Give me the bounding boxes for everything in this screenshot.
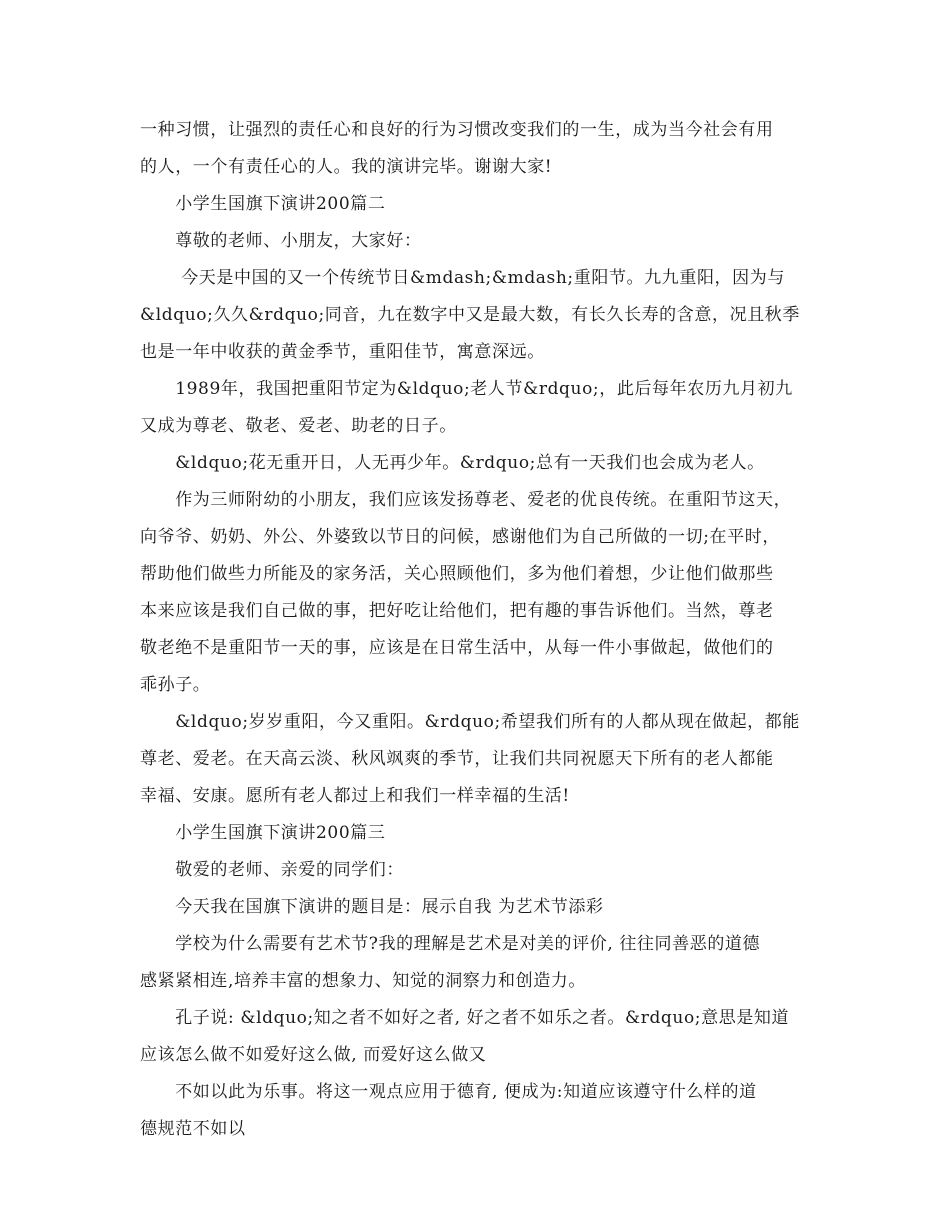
section-heading bbox=[140, 186, 840, 223]
text-line: 作为三师附幼的小朋友，我们应该发扬尊老、爱老的优良传统。在重阳节这天， bbox=[140, 490, 792, 510]
text-line: 敬老绝不是重阳节一天的事，应该是在日常生活中，从每一件小事做起，做他们的 bbox=[140, 638, 774, 658]
document-body bbox=[140, 112, 840, 1148]
paragraph bbox=[140, 1000, 840, 1074]
paragraph bbox=[140, 889, 840, 926]
paragraph bbox=[140, 1074, 840, 1148]
text-line: 敬爱的老师、亲爱的同学们： bbox=[140, 860, 404, 880]
salutation bbox=[140, 852, 840, 889]
text-line: &ldquo;岁岁重阳，今又重阳。&rdquo;希望我们所有的人都从现在做起，都能 bbox=[140, 712, 800, 732]
text-line: 帮助他们做些力所能及的家务活，关心照顾他们，多为他们着想，少让他们做那些 bbox=[140, 564, 774, 584]
text-line: &ldquo;花无重开日，人无再少年。&rdquo;总有一天我们也会成为老人。 bbox=[140, 453, 765, 473]
text-line: 本来应该是我们自己做的事，把好吃让给他们，把有趣的事告诉他们。当然，尊老 bbox=[140, 601, 774, 621]
paragraph bbox=[140, 482, 840, 704]
text-line: 孔子说: &ldquo;知之者不如好之者, 好之者不如乐之者。&rdquo;意思是知道 bbox=[140, 1008, 790, 1028]
text-line: 不如以此为乐事。将这一观点应用于德育, 便成为:知道应该遵守什么样的道 bbox=[140, 1082, 757, 1102]
paragraph bbox=[140, 926, 840, 1000]
text-line: 向爷爷、奶奶、外公、外婆致以节日的问候，感谢他们为自己所做的一切;在平时， bbox=[140, 527, 780, 547]
paragraph bbox=[140, 260, 840, 371]
text-line: 1989年，我国把重阳节定为&ldquo;老人节&rdquo;，此后每年农历九月初九 bbox=[140, 379, 793, 399]
text-line: 今天我在国旗下演讲的题目是：展示自我 为艺术节添彩 bbox=[140, 897, 604, 917]
text-line: 乖孙子。 bbox=[140, 675, 211, 695]
text-line: 小学生国旗下演讲200篇二 bbox=[140, 194, 386, 214]
text-line: 今天是中国的又一个传统节日&mdash;&mdash;重阳节。九九重阳，因为与 bbox=[140, 268, 785, 288]
paragraph bbox=[140, 112, 840, 186]
text-line: &ldquo;久久&rdquo;同音，九在数字中又是最大数，有长久长寿的含意，况且秋季 bbox=[140, 305, 800, 325]
text-line: 也是一年中收获的黄金季节，重阳佳节，寓意深远。 bbox=[140, 342, 545, 362]
paragraph bbox=[140, 704, 840, 815]
text-line: 小学生国旗下演讲200篇三 bbox=[140, 823, 386, 843]
salutation bbox=[140, 223, 840, 260]
text-line: 尊老、爱老。在天高云淡、秋风飒爽的季节，让我们共同祝愿天下所有的老人都能 bbox=[140, 749, 774, 769]
text-line: 德规范不如以 bbox=[140, 1119, 246, 1139]
text-line: 应该怎么做不如爱好这么做, 而爱好这么做又 bbox=[140, 1045, 487, 1065]
text-line: 感紧紧相连,培养丰富的想象力、知觉的洞察力和创造力。 bbox=[140, 971, 587, 991]
text-line: 的人，一个有责任心的人。我的演讲完毕。谢谢大家! bbox=[140, 157, 553, 177]
text-line: 学校为什么需要有艺术节?我的理解是艺术是对美的评价, 往往同善恶的道德 bbox=[140, 934, 761, 954]
text-line: 又成为尊老、敬老、爱老、助老的日子。 bbox=[140, 416, 457, 436]
paragraph bbox=[140, 445, 840, 482]
paragraph bbox=[140, 371, 840, 445]
text-line: 幸福、安康。愿所有老人都过上和我们一样幸福的生活! bbox=[140, 786, 570, 806]
text-line: 一种习惯，让强烈的责任心和良好的行为习惯改变我们的一生，成为当今社会有用 bbox=[140, 120, 774, 140]
section-heading bbox=[140, 815, 840, 852]
text-line: 尊敬的老师、小朋友，大家好： bbox=[140, 231, 422, 251]
